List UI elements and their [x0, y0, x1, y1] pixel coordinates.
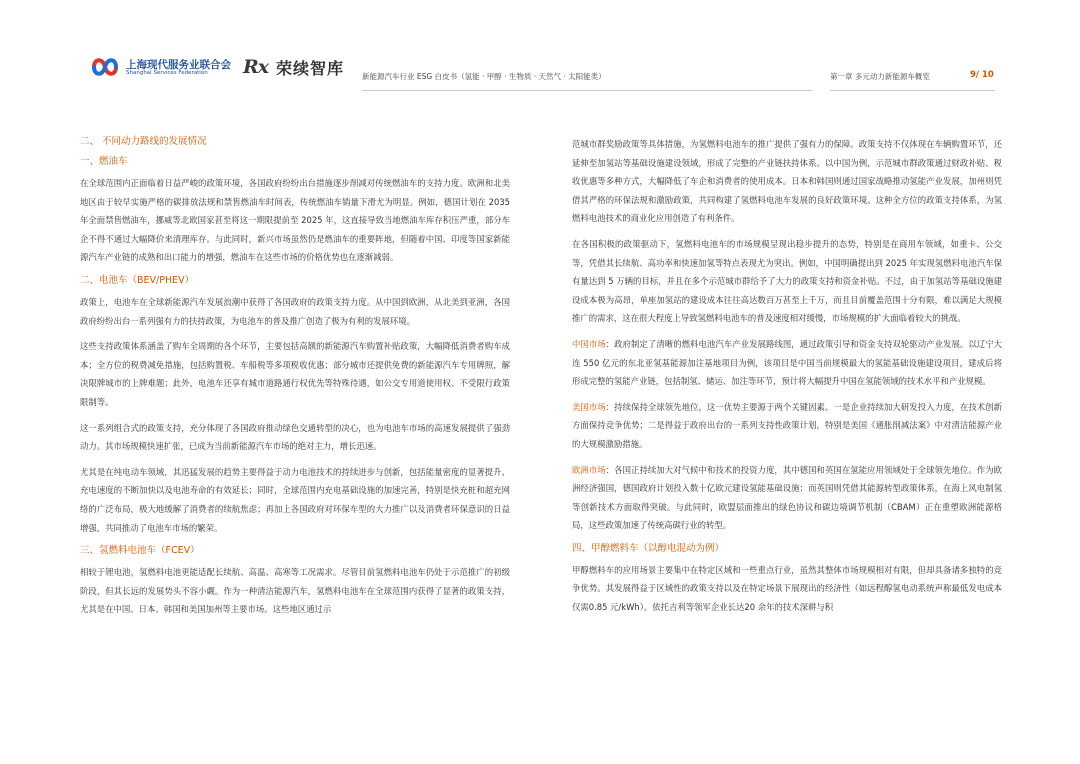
paragraph: 这一系列组合式的政策支持，充分体现了各国政府推动绿色交通转型的决心，也为电池车市场的高速发展提供了强劲动力。其市场规模快速扩张，已成为当前新能源汽车市场的绝对主力，增长迅速。	[80, 422, 510, 452]
federation-logo-icon	[90, 55, 120, 79]
market-label-us: 美国市场	[572, 401, 606, 412]
market-text: ：持续保持全球领先地位，这一优势主要源于两个关键因素。一是企业持续加大研发投入力度，在技术创新方面保持竞争优势；二是得益于政府出台的一系列支持性政策计划，特别是美国《通胀削减法案》中对清洁能源产业的大规模激励措施。	[572, 401, 1003, 449]
document-title: 新能源汽车行业 ESG 白皮书（氢能 · 甲醇 · 生物质 · 天然气 · 太阳能类）	[362, 72, 606, 81]
right-column	[572, 135, 1002, 624]
subsection-heading-fuel-vehicle: 一、燃油车	[80, 156, 128, 167]
brand-logo-mark: Rx	[243, 56, 269, 78]
market-label-china: 中国市场	[572, 338, 606, 349]
market-text: ：政府制定了清晰的燃料电池汽车产业发展路线图，通过政策引导和资金支持双轮驱动产业发展。以辽宁大连 550 亿元的东北亚氢基能源加注基地项目为例，该项目是中国当前规模最大的氢能基础设施建设项目，建成后将形成完整的氢能产业链，包括制氢、储运、加注等环节，预计将大幅提升中国在氢能领域的技术水平和产业规模。	[572, 338, 1003, 387]
subsection-heading-battery-vehicle: 二、电池车（BEV/PHEV）	[80, 274, 195, 286]
subsection-heading-methanol-vehicle: 四、甲醇燃料车（以醇电混动为例）	[572, 542, 725, 554]
chapter-title: 第一章 多元动力新能源车概览	[830, 72, 930, 81]
paragraph: 范城市群奖励政策等具体措施，为氢燃料电池车的推广提供了强有力的保障。政策支持不仅体现在车辆购置环节，还延伸至加氢站等基础设施建设领域，形成了完整的产业链扶持体系。以中国为例，示范城市群政策通过财政补贴、税收优惠等多种方式，大幅降低了车企和消费者的使用成本。日本和韩国则通过国家战略推动氢能产业发展，加州则凭借其严格的环保法规和激励政策，共同构建了氢燃料电池车发展的良好政策环境。这种全方位的政策支持体系，为氢燃料电池技术的商业化应用创造了有利条件。	[572, 139, 1002, 224]
federation-name-en: Shanghai Services Federation	[126, 70, 208, 76]
header-divider	[830, 90, 995, 91]
subsection-heading-fuel-cell-vehicle: 三、氢燃料电池车（FCEV）	[80, 545, 200, 557]
market-text: ：各国正持续加大对气候中和技术的投资力度，其中德国和英国在氢能应用领域处于全球领先地位。作为欧洲经济强国，德国政府计划投入数十亿欧元建设氢能基础设施；而英国则凭借其能源转型政策体系，在海上风电制氢等创新技术方面取得突破。与此同时，欧盟层面推出的绿色协议和碳边境调节机制（CBAM）正在重塑欧洲能源格局，这些政策加速了传统高碳行业的转型。	[572, 464, 1003, 531]
federation-name-cn: 上海现代服务业联合会	[126, 59, 231, 71]
paragraph: 在全球范围内正面临着日益严峻的政策环境，各国政府纷纷出台措施逐步削减对传统燃油车的支持力度。欧洲和北美地区由于较早实施严格的碳排放法规和禁售燃油车时间表，传统燃油车销量下滑尤为明显。例如，德国计划在 2035 年全面禁售燃油车，挪威等北欧国家甚至将这一期限提前至 2025 年，这直接导致当地燃油车库存积压严重，部分车企不得不通过大幅降价来清理库存。与此同时，新兴市场虽然仍是燃油车的重要阵地，但随着中国、印度等国家新能源汽车产业链的成熟和出口能力的增强，燃油车在这些市场的价格优势也在逐渐减弱。	[80, 178, 510, 263]
paragraph: 政策上，电池车在全球新能源汽车发展浪潮中获得了各国政府的政策支持力度。从中国到欧洲，从北美到亚洲，各国政府纷纷出台一系列强有力的扶持政策，为电池车的普及推广创造了极为有利的发展环境。	[80, 296, 510, 326]
section-heading: 二、 不同动力路线的发展情况	[80, 136, 207, 147]
paragraph: 在各国积极的政策驱动下，氢燃料电池车的市场规模呈现出稳步提升的态势，特别是在商用车领域，如重卡、公交等，凭借其长续航、高功率和快速加氢等特点表现尤为突出。例如，中国明确提出到 2025 年实现氢燃料电池汽车保有量达到 5 万辆的目标，并且在多个示范城市群给予了大力的政策支持和资金补贴。不过，由于加氢站等基础设施建设成本极为高昂，单座加氢站的建设成本往往高达数百万甚至上千万，而且目前覆盖范围十分有限，难以满足大规模推广的需求，这在很大程度上导致氢燃料电池车的普及速度相对缓慢，市场规模的扩大面临着较大的挑战。	[572, 238, 1002, 324]
paragraph-us-market	[572, 398, 1002, 454]
paragraph: 相较于锂电池，氢燃料电池更能适配长续航、高温、高寒等工况需求。尽管目前氢燃料电池车仍处于示范推广的初级阶段，但其长远的发展势头不容小觑。作为一种清洁能源汽车，氢燃料电池车在全球范围内获得了显著的政策支持，尤其是在中国、日本、韩国和美国加州等主要市场。这些地区通过示	[80, 567, 510, 615]
paragraph-europe-market	[572, 461, 1002, 535]
page-number: 9/ 10	[970, 70, 994, 80]
paragraph: 尤其是在纯电动车领域，其迅猛发展的趋势主要得益于动力电池技术的持续进步与创新，包括能量密度的显著提升、充电速度的不断加快以及电池寿命的有效延长；同时，全球范围内充电基础设施的加速完善，特别是快充桩和超充网络的广泛布局，极大地缓解了消费者的续航焦虑；再加上各国政府对环保车型的大力推广以及消费者环保意识的日益增强，共同推动了电池车市场的繁荣。	[80, 466, 510, 533]
left-column	[80, 135, 510, 626]
paragraph-china-market	[572, 335, 1002, 391]
paragraph: 这些支持政策体系涵盖了购车全周期的各个环节，主要包括高额的新能源汽车购置补贴政策，大幅降低消费者购车成本；全方位的税费减免措施，包括购置税、车船税等多项税收优惠；部分城市还提供免费的新能源汽车专用牌照，解决限牌城市的上牌难题；此外，电池车还享有城市道路通行权优先等特殊待遇，如公交专用道使用权、不受限行政策限制等。	[80, 341, 510, 407]
header-divider	[362, 90, 812, 91]
brand-name: 荣续智库	[276, 59, 345, 78]
paragraph: 甲醇燃料车的应用场景主要集中在特定区域和一些重点行业，虽然其整体市场规模相对有限，但却具备诸多独特的竞争优势。其发展得益于区域性的政策支持以及在特定场景下展现出的经济性（如远程醇氢电动系统声称最低发电成本仅需0.85 元/kWh）。依托吉利等领军企业长达20 余年的技术深耕与积	[572, 564, 1002, 613]
page-header	[0, 0, 1080, 100]
market-label-europe: 欧洲市场	[572, 464, 606, 475]
